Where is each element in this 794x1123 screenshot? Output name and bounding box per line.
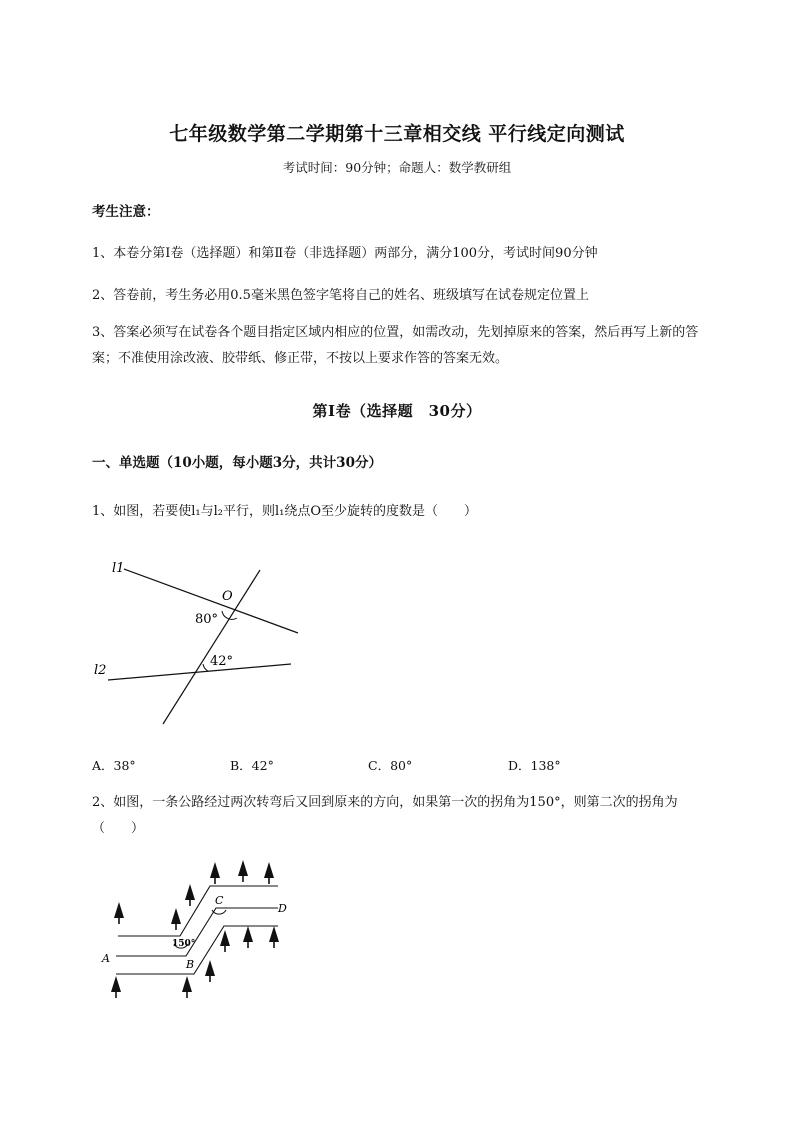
- part-title: 一、单选题（10小题，每小题3分，共计30分）: [92, 455, 382, 471]
- road-edge-upper: [118, 886, 278, 936]
- question-2-figure: [98, 858, 298, 1008]
- angle-label-42: 42°: [210, 654, 234, 669]
- question-1-text: 1、如图，若要使l₁与l₂平行，则l₁绕点O至少旋转的度数是（ ）: [92, 504, 478, 519]
- label-a: A: [102, 952, 110, 965]
- angle-label-150: 150°: [172, 939, 196, 949]
- question-1-option-b: B．42°: [230, 758, 274, 773]
- road-edge-lower: [116, 926, 278, 974]
- question-2-text: 2、如图，一条公路经过两次转弯后又回到原来的方向，如果第一次的拐角为150°，则第二次的拐角为（ ）: [92, 795, 678, 836]
- label-b: B: [186, 958, 195, 971]
- notice-heading: 考生注意：: [92, 204, 160, 220]
- angle-label-80: 80°: [195, 612, 219, 627]
- question-1-option-a: A．38°: [92, 758, 136, 773]
- section-title: 第Ⅰ卷（选择题 30分）: [312, 402, 482, 420]
- question-1-option-d: D．138°: [508, 758, 561, 773]
- question-1-option-c: C．80°: [368, 758, 413, 773]
- notice-item-1: 1、本卷分第Ⅰ卷（选择题）和第Ⅱ卷（非选择题）两部分，满分100分，考试时间90分钟: [92, 246, 598, 261]
- transversal-line: [163, 570, 260, 724]
- tree-icons: [111, 860, 279, 998]
- label-c: C: [215, 894, 224, 907]
- label-d: D: [278, 902, 287, 915]
- label-o: O: [222, 589, 233, 604]
- label-l1: l1: [112, 561, 125, 576]
- notice-item-3: 3、答案必须写在试卷各个题目指定区域内相应的位置，如需改动，先划掉原来的答案，然后再写上新的答案；不准使用涂改液、胶带纸、修正带，不按以上要求作答的答案无效。: [92, 325, 699, 366]
- page-title: 七年级数学第二学期第十三章相交线 平行线定向测试: [169, 123, 625, 145]
- road-edge-middle: [116, 908, 278, 956]
- label-l2: l2: [94, 663, 107, 678]
- question-1-figure: [88, 552, 308, 732]
- exam-info: 考试时间：90分钟；命题人：数学教研组: [282, 160, 512, 175]
- notice-item-2: 2、答卷前，考生务必用0.5毫米黑色签字笔将自己的姓名、班级填写在试卷规定位置上: [92, 288, 589, 303]
- angle-arc-42: [203, 664, 208, 671]
